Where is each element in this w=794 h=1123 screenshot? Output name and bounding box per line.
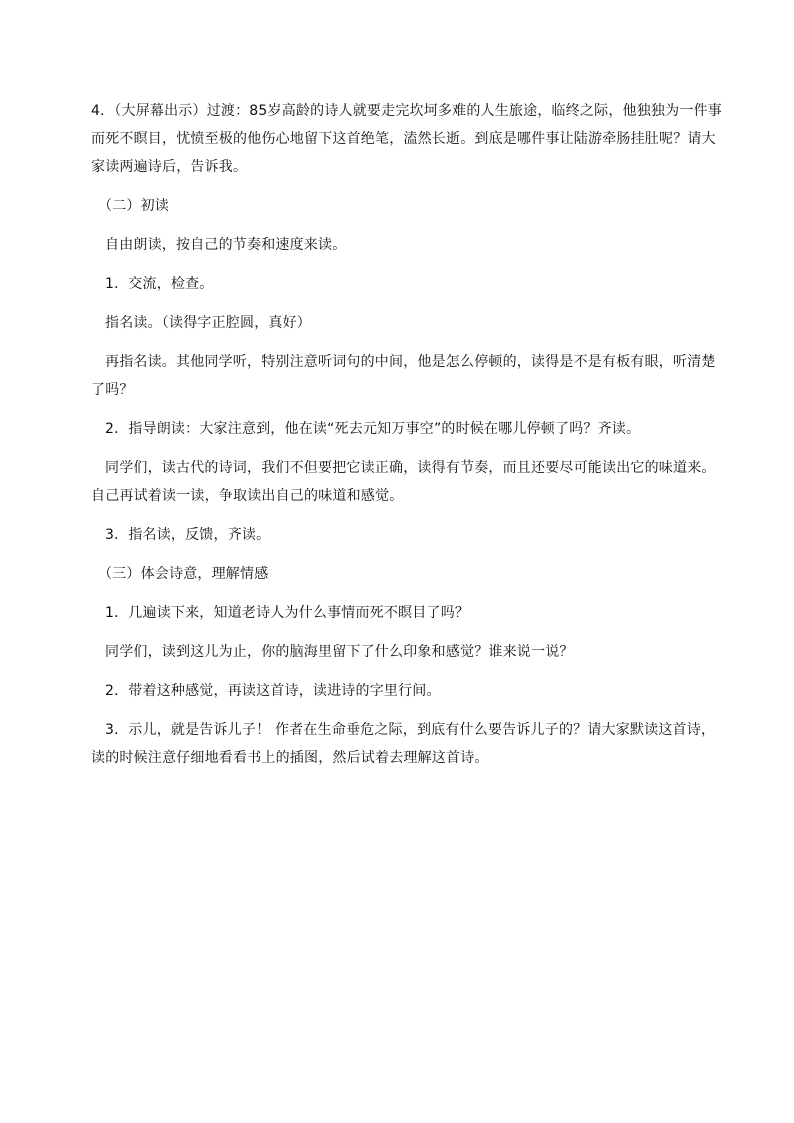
paragraph-question-2: 2．带着这种感觉，再读这首诗，读进诗的字里行间。 xyxy=(105,683,441,699)
paragraph-question-1: 1．几遍读下来，知道老诗人为什么事情而死不瞑目了吗？ xyxy=(105,605,470,621)
paragraph-question-3: 3．示儿，就是告诉儿子！ 作者在生命垂危之际，到底有什么要告诉儿子的？请大家默读这首诗，读的时候注意仔细地看看书上的插图，然后试着去理解这首诗。 xyxy=(91,722,716,766)
paragraph-transition: 4．（大屏幕出示）过渡：85岁高龄的诗人就要走完坎坷多难的人生旅途，临终之际，他独独为一件事而死不瞑目，忧愤至极的他伤心地留下这首绝笔，溘然长逝。到底是哪件事让陆游牵肠挂肚呢？请大家读两遍诗后，告诉我。 xyxy=(91,103,722,175)
paragraph-ancient-poetry: 同学们，读古代的诗词，我们不但要把它读正确，读得有节奏，而且还要尽可能读出它的味道来。自己再试着读一读，争取读出自己的味道和感觉。 xyxy=(91,460,716,504)
paragraph-step-2: 2．指导朗读：大家注意到，他在读“死去元知万事空”的时候在哪儿停顿了吗？齐读。 xyxy=(105,421,641,437)
paragraph-step-1: 1．交流，检查。 xyxy=(105,276,214,292)
paragraph-free-reading: 自由朗读，按自己的节奏和速度来读。 xyxy=(105,237,347,253)
section-heading-understanding: （三）体会诗意，理解情感 xyxy=(98,566,269,582)
paragraph-second-named-reading: 再指名读。其他同学听，特别注意听词句的中间，他是怎么停顿的，读得是不是有板有眼，听清楚了吗？ xyxy=(91,354,716,398)
paragraph-impression: 同学们，读到这儿为止，你的脑海里留下了什么印象和感觉？谁来说一说？ xyxy=(105,644,574,660)
paragraph-step-3: 3．指名读，反馈，齐读。 xyxy=(105,527,271,543)
section-heading-first-reading: （二）初读 xyxy=(98,198,169,214)
paragraph-named-reading: 指名读。（读得字正腔圆，真好） xyxy=(105,315,311,331)
document-body xyxy=(91,97,723,783)
